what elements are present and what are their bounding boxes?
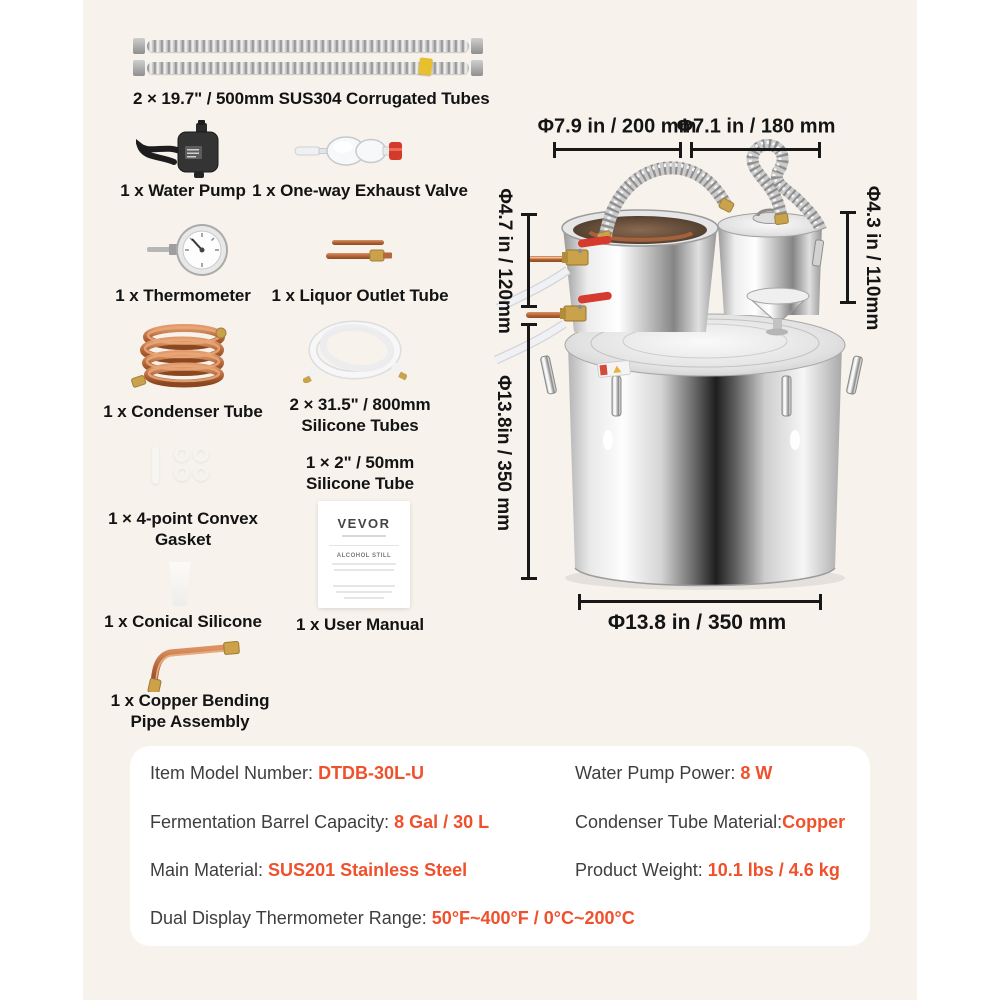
caption-line: 2 × 31.5" / 800mm bbox=[289, 395, 431, 414]
manual-rule bbox=[329, 545, 399, 546]
caption-user-manual: 1 x User Manual bbox=[296, 615, 424, 634]
manual-tagline-line bbox=[342, 535, 386, 537]
caption-line: Silicone Tubes bbox=[301, 416, 419, 435]
caption-water-pump: 1 x Water Pump bbox=[120, 181, 246, 200]
gasket-ring bbox=[174, 446, 190, 462]
caption-line: 1 x Copper Bending bbox=[110, 691, 270, 710]
dim-tick bbox=[690, 142, 693, 158]
caption-thermometer: 1 x Thermometer bbox=[115, 286, 251, 305]
user-manual-image bbox=[318, 501, 410, 608]
gasket-ring bbox=[193, 446, 209, 462]
gasket-ring bbox=[174, 465, 190, 481]
caption-silicone-tube-50 bbox=[210, 452, 510, 494]
spec-main-material bbox=[150, 860, 467, 881]
dim-tick bbox=[840, 301, 856, 304]
spec-thermometer-range bbox=[150, 908, 635, 929]
tube-fitting bbox=[471, 60, 483, 76]
caption-line: Gasket bbox=[154, 530, 212, 549]
spec-card bbox=[130, 746, 870, 946]
dim-tick bbox=[679, 142, 682, 158]
dim-tick bbox=[521, 305, 537, 308]
spec-value: SUS201 Stainless Steel bbox=[268, 860, 468, 880]
dim-barrel-width-label: Φ13.8 in / 350 mm bbox=[607, 611, 787, 634]
dim-pot-right-label: Φ4.3 in / 110mm bbox=[862, 185, 883, 331]
dim-line-pot-left bbox=[527, 213, 530, 308]
manual-text-line bbox=[336, 591, 392, 593]
spec-label: Condenser Tube Material: bbox=[575, 812, 783, 832]
spec-value: 10.1 lbs / 4.6 kg bbox=[707, 860, 840, 880]
exhaust-valve-image bbox=[293, 132, 411, 170]
spec-value: 8 Gal / 30 L bbox=[394, 812, 490, 832]
spec-value: Copper bbox=[782, 812, 846, 832]
gasket-strip bbox=[152, 446, 159, 484]
dim-tick bbox=[578, 594, 581, 610]
spec-label: Dual Display Thermometer Range: bbox=[150, 908, 432, 928]
caption-line: Pipe Assembly bbox=[130, 712, 250, 731]
dim-line-barrel-width bbox=[578, 600, 822, 603]
manual-text-line bbox=[344, 597, 384, 599]
dim-top-right-label: Φ7.1 in / 180 mm bbox=[676, 115, 836, 138]
copper-bending-pipe-image bbox=[138, 640, 243, 692]
thermometer-image bbox=[145, 220, 233, 282]
caption-condenser-tube: 1 x Condenser Tube bbox=[103, 402, 263, 421]
spec-barrel-capacity bbox=[150, 812, 489, 833]
manual-text-line bbox=[332, 563, 396, 565]
spec-label: Main Material: bbox=[150, 860, 269, 880]
caption-line: 1 × 2" / 50mm bbox=[305, 453, 415, 472]
condenser-tube-image bbox=[126, 324, 241, 388]
spec-item-model bbox=[150, 763, 424, 784]
caption-copper-bending-pipe bbox=[40, 690, 340, 732]
spec-label: Product Weight: bbox=[575, 860, 708, 880]
convex-gasket-image bbox=[150, 443, 214, 487]
dim-tick bbox=[521, 213, 537, 216]
spec-product-weight bbox=[575, 860, 840, 881]
tube-fitting bbox=[133, 38, 145, 54]
dim-top-left-label: Φ7.9 in / 200 mm bbox=[537, 115, 697, 138]
caption-convex-gasket bbox=[33, 508, 333, 550]
spec-label: Water Pump Power: bbox=[575, 763, 741, 783]
spec-label: Fermentation Barrel Capacity: bbox=[150, 812, 395, 832]
caption-line: 1 × 4-point Convex bbox=[108, 509, 258, 528]
yellow-tag bbox=[418, 57, 433, 75]
spec-condenser-material bbox=[575, 812, 845, 833]
caption-corrugated-tubes: 2 × 19.7" / 500mm SUS304 Corrugated Tubes bbox=[133, 89, 490, 108]
liquor-outlet-tube-image bbox=[320, 236, 402, 268]
dim-barrel-height-label: Φ13.8in / 350 mm bbox=[493, 374, 514, 532]
dim-line-barrel-height bbox=[527, 323, 530, 580]
dim-line-top-right bbox=[690, 148, 821, 151]
dim-tick bbox=[819, 594, 822, 610]
gasket-ring bbox=[193, 465, 209, 481]
spec-pump-power bbox=[575, 763, 772, 784]
caption-exhaust-valve: 1 x One-way Exhaust Valve bbox=[252, 181, 468, 200]
spec-value: DTDB-30L-U bbox=[318, 763, 425, 783]
dim-tick bbox=[521, 577, 537, 580]
tube-fitting bbox=[133, 60, 145, 76]
dim-tick bbox=[521, 323, 537, 326]
corrugated-tubes-image bbox=[133, 38, 485, 80]
dim-tick bbox=[818, 142, 821, 158]
fermentation-barrel bbox=[565, 314, 845, 586]
manual-text-line bbox=[333, 585, 395, 587]
tube-fitting bbox=[471, 38, 483, 54]
corrugated-tube bbox=[147, 40, 469, 52]
caption-silicone-tubes-800 bbox=[210, 394, 510, 436]
vevor-logo: VEVOR bbox=[337, 516, 391, 531]
caption-conical-silicone: 1 x Conical Silicone bbox=[104, 612, 262, 631]
spec-label: Item Model Number: bbox=[150, 763, 319, 783]
spec-value: 8 W bbox=[740, 763, 773, 783]
spec-value: 50°F~400°F / 0°C~200°C bbox=[431, 908, 635, 928]
dim-line-pot-right bbox=[846, 211, 849, 304]
dim-pot-left-label: Φ4.7 in / 120mm bbox=[494, 188, 515, 334]
caption-liquor-outlet-tube: 1 x Liquor Outlet Tube bbox=[271, 286, 449, 305]
warning-label bbox=[597, 360, 630, 377]
caption-line: Silicone Tube bbox=[306, 474, 414, 493]
dim-tick bbox=[553, 142, 556, 158]
water-pump-image bbox=[136, 120, 220, 178]
manual-text-line bbox=[334, 569, 394, 571]
manual-title: ALCOHOL STILL bbox=[336, 553, 392, 559]
dim-tick bbox=[840, 211, 856, 214]
dim-line-top-left bbox=[553, 148, 682, 151]
silicone-tubes-image bbox=[303, 319, 407, 383]
